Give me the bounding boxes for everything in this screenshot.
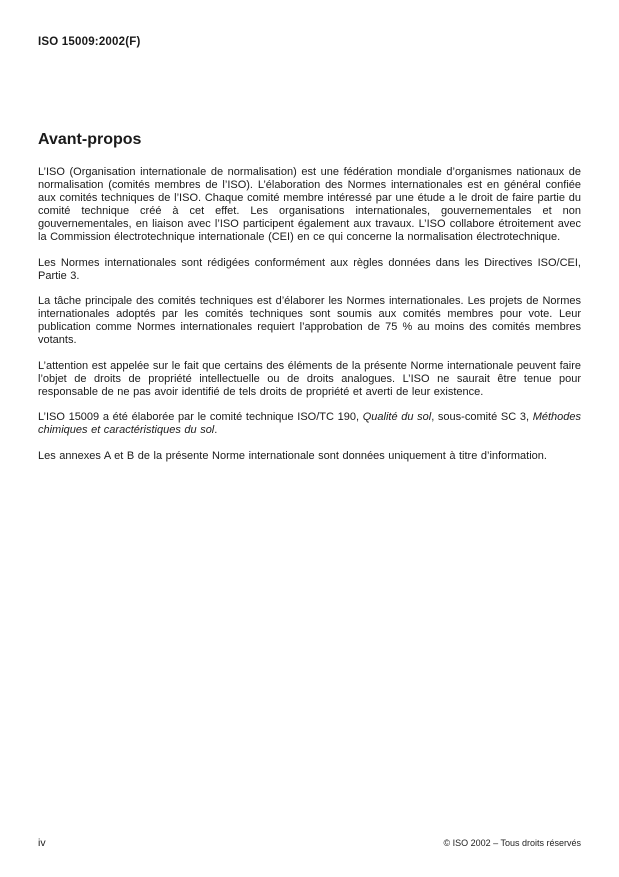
paragraph-comites-vote: La tâche principale des comités techniques est d’élaborer les Normes internationales. Les projets de Normes internationales adoptés par les comités techniques sont soumis aux comités membres pour vote. Leur publication comme Normes internationales requiert l’approbation de 75 % au moins des comités membres votants. (38, 295, 581, 346)
copyright-notice: © ISO 2002 – Tous droits réservés (443, 838, 581, 848)
paragraph-5-italic-methodes-chimiques: Méthodes chimiques et caractéristiques du sol (38, 411, 581, 436)
paragraph-5-italic-qualite-du-sol: Qualité du sol (362, 411, 432, 423)
paragraph-comite-technique (38, 411, 581, 437)
foreword-body (38, 166, 581, 475)
page-title: Avant-propos (38, 131, 142, 148)
page-footer (38, 837, 581, 849)
paragraph-propriete-intellectuelle: L’attention est appelée sur le fait que certains des éléments de la présente Norme internationale peuvent faire l’objet de droits de propriété intellectuelle ou de droits analogues. L’ISO ne saurait être tenue pour responsable de ne pas avoir identifié de tels droits de propriété et averti de leur existence. (38, 359, 581, 398)
document-reference-header: ISO 15009:2002(F) (38, 36, 141, 48)
paragraph-annexes: Les annexes A et B de la présente Norme internationale sont données uniquement à titre d’information. (38, 449, 547, 462)
page-number: iv (38, 837, 46, 849)
paragraph-5-text-3: . (214, 424, 218, 436)
paragraph-5-text-1: L’ISO 15009 a été élaborée par le comité technique ISO/TC 190, (38, 411, 363, 423)
paragraph-5-text-2: , sous-comité SC 3, (431, 411, 533, 423)
paragraph-iso-federation: L’ISO (Organisation internationale de normalisation) est une fédération mondiale d’organismes nationaux de normalisation (comités membres de l’ISO). L’élaboration des Normes internationales est en général confiée aux comités techniques de l’ISO. Chaque comité membre intéressé par une étude a le droit de faire partie du comité technique créé à cet effet. Les organisations internationales, gouvernementales et non gouvernementales, en liaison avec l’ISO participent également aux travaux. L’ISO collabore étroitement avec la Commission électrotechnique internationale (CEI) en ce qui concerne la normalisation électrotechnique. (38, 166, 581, 243)
paragraph-directives: Les Normes internationales sont rédigées conformément aux règles données dans les Directives ISO/CEI, Partie 3. (38, 256, 581, 282)
